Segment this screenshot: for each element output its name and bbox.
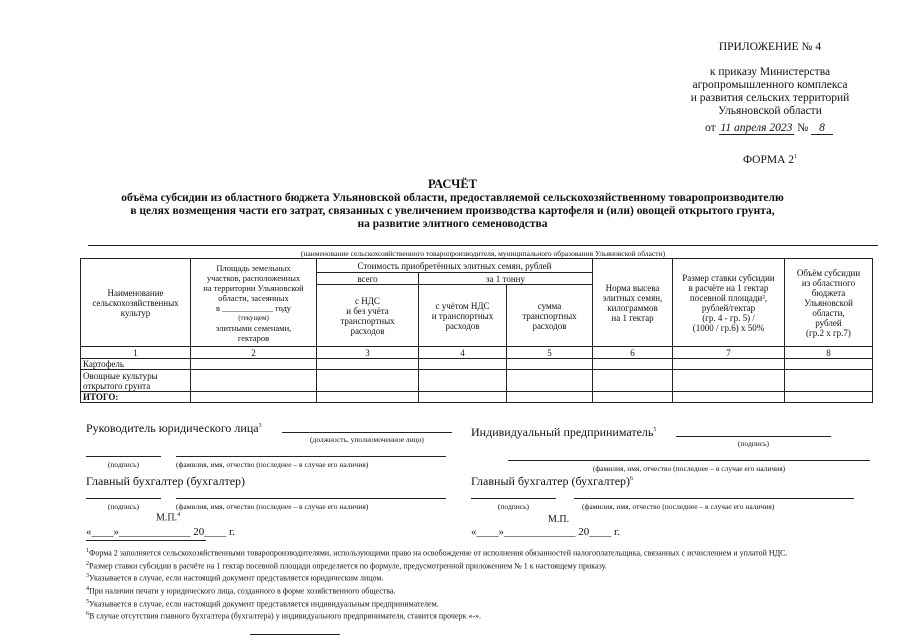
table-cell[interactable] [785, 370, 873, 392]
ip-sign-line[interactable] [676, 436, 831, 437]
table-cell[interactable] [593, 370, 673, 392]
footnote: $^1$Форма 2 заполняется сельскохозяйственными товаропроизводителями, использующими право на освобождение от исполнения обязанностей налогоплательщика, связанных с исчислением и уплатой НДС. [86, 548, 788, 558]
sign-caption-2: (подпись) [107, 502, 140, 511]
chief-accountant-label: Главный бухгалтер (бухгалтер) [86, 474, 246, 488]
order-line: агропромышленного комплекса [692, 79, 848, 91]
footnote: $^4$При наличии печати у юридического лица, созданного в форме хозяйственного общества. [86, 585, 396, 596]
table-row [81, 370, 873, 392]
table-cell[interactable] [593, 392, 673, 403]
fio-line-1[interactable] [176, 456, 446, 457]
head-legal-label: Руководитель юридического лица$^3$ [86, 421, 262, 435]
sign-line-2[interactable] [86, 498, 161, 499]
ip-fio-line[interactable] [508, 460, 870, 461]
doc-title: РАСЧЁТ [427, 177, 477, 191]
table-cell[interactable] [317, 359, 419, 370]
form-label-text: ФОРМА 2 [742, 153, 795, 166]
header-seeding-norm: Норма высева элитных семян, килограммов на 1 гектар [593, 259, 673, 347]
table-cell[interactable] [673, 392, 785, 403]
sign-line-1[interactable] [86, 456, 161, 457]
col-num: 2 [191, 347, 317, 359]
header-per-ton: за 1 тонну [419, 273, 593, 285]
ip-sign-caption: (подпись) [737, 439, 770, 448]
table-cell[interactable] [785, 392, 873, 403]
order-num-handwritten: 8 [811, 122, 833, 135]
producer-caption: (наименование сельскохозяйственного товаропроизводителя, муниципального образования Ульяновской области) [300, 249, 666, 258]
table-cell[interactable] [191, 359, 317, 370]
header-col5: сумма транспортных расходов [507, 285, 593, 347]
table-cell[interactable] [673, 359, 785, 370]
table-cell[interactable] [673, 370, 785, 392]
fio-line-2[interactable] [176, 498, 446, 499]
footnotes [86, 546, 870, 622]
col-num: 4 [419, 347, 507, 359]
header-col3: с НДС и без учёта транспортных расходов [317, 285, 419, 347]
stamp-place-right: М.П. [548, 514, 570, 525]
col-num: 5 [507, 347, 593, 359]
date-line-right[interactable]: «____»_____________ 20____ г. [471, 526, 621, 538]
table-cell[interactable] [419, 370, 507, 392]
doc-subtitle-2: в целях возмещения части его затрат, связанных с увеличением производства картофеля и (или) овощей открытого грунта, [130, 205, 775, 217]
order-reference [660, 66, 880, 118]
table-cell[interactable] [191, 392, 317, 403]
order-num-prefix: № [797, 122, 809, 134]
header-crop-name: Наименование сельскохозяйственных культур [81, 259, 191, 347]
table-cell[interactable] [785, 359, 873, 370]
table-cell[interactable] [191, 370, 317, 392]
row-label-total: ИТОГО: [81, 392, 191, 403]
header-subsidy-rate: Размер ставки субсидии в расчёте на 1 гектар посевной площади², рублей/гектар (гр. 4 - гр. 5) / (1000 / гр.6) x 50% [673, 259, 785, 347]
column-numbers-row [81, 347, 873, 359]
fio-caption-3: (фамилия, имя, отчество (последнее – в случае его наличия) [582, 502, 775, 511]
col-num: 3 [317, 347, 419, 359]
sign-caption-3: (подпись) [497, 502, 530, 511]
footnote-separator [86, 540, 206, 541]
order-line: и развития сельских территорий [690, 92, 850, 104]
table-cell[interactable] [507, 392, 593, 403]
fio-line-3[interactable] [574, 498, 854, 499]
row-label: Картофель [81, 359, 191, 370]
col-num: 6 [593, 347, 673, 359]
table-cell[interactable] [419, 392, 507, 403]
page-bottom-rule [250, 634, 340, 635]
calculation-table [80, 258, 873, 403]
date-line-left[interactable]: «____»_____________ 20____ г. [86, 526, 236, 538]
table-cell[interactable] [507, 359, 593, 370]
producer-name-line [88, 245, 878, 246]
col-num: 7 [673, 347, 785, 359]
footnote: $^2$Размер ставки субсидии в расчёте на 1 гектар посевной площади определяется по формуле, предусмотренной приложением № 1 к настоящему приказу. [86, 560, 607, 571]
ip-label: Индивидуальный предприниматель$^5$ [471, 425, 657, 439]
col-num: 8 [785, 347, 873, 359]
position-caption: (должность, уполномоченное лицо) [310, 435, 424, 444]
doc-subtitle-1: объёма субсидии из областного бюджета Ульяновской области, предоставляемой сельскохозяйственному товаропроизводителю [121, 192, 784, 204]
table-row-total [81, 392, 873, 403]
footnote: $^5$Указывается в случае, если настоящий документ представляется индивидуальным предпринимателем. [86, 598, 439, 609]
footnote: $^3$Указывается в случае, если настоящий документ представляется юридическим лицом. [86, 573, 384, 583]
order-date-handwritten: 11 апреля 2023 [720, 122, 793, 134]
order-date-line [705, 122, 833, 134]
row-label: Овощные культуры открытого грунта [81, 370, 191, 392]
col-num: 1 [81, 347, 191, 359]
table-row [81, 359, 873, 370]
table-cell[interactable] [593, 359, 673, 370]
appendix-label: ПРИЛОЖЕНИЕ № 4 [718, 41, 822, 53]
ip-chief-accountant-label: Главный бухгалтер (бухгалтер)$^6$ [471, 474, 634, 488]
position-line[interactable] [282, 432, 452, 433]
form-label: ФОРМА $2^1$ [742, 153, 798, 166]
table-cell[interactable] [317, 370, 419, 392]
stamp-place-left: М.П.$^4$ [156, 512, 181, 524]
order-line: к приказу Министерства [709, 66, 831, 78]
order-date-prefix: от [705, 122, 716, 134]
header-subsidy-volume: Объём субсидии из областного бюджета Ульяновской области, рублей (гр.2 x гр.7) [785, 259, 873, 347]
sign-caption-1: (подпись) [107, 460, 140, 469]
sign-line-3[interactable] [471, 498, 556, 499]
header-total: всего [317, 273, 419, 285]
header-area: Площадь земельных участков, расположенных на территории Ульяновской области, засеянных в ____________ году (текущем) элитными семенами, гектаров [191, 259, 317, 347]
header-seed-cost: Стоимость приобретённых элитных семян, рублей [317, 259, 593, 273]
fio-caption-1: (фамилия, имя, отчество (последнее – в случае его наличия) [176, 460, 369, 469]
table-cell[interactable] [419, 359, 507, 370]
table-cell[interactable] [317, 392, 419, 403]
ip-fio-caption: (фамилия, имя, отчество (последнее – в случае его наличия) [592, 464, 786, 473]
order-line: Ульяновской области [718, 105, 822, 117]
header-col4: с учётом НДС и транспортных расходов [419, 285, 507, 347]
footnote: $^6$В случае отсутствия главного бухгалтера (бухгалтера) у индивидуального предпринимателя, ставится прочерк «-». [86, 611, 482, 621]
table-cell[interactable] [507, 370, 593, 392]
doc-subtitle-3: на развитие элитного семеноводства [357, 218, 548, 230]
fio-caption-2: (фамилия, имя, отчество (последнее – в случае его наличия) [176, 502, 369, 511]
